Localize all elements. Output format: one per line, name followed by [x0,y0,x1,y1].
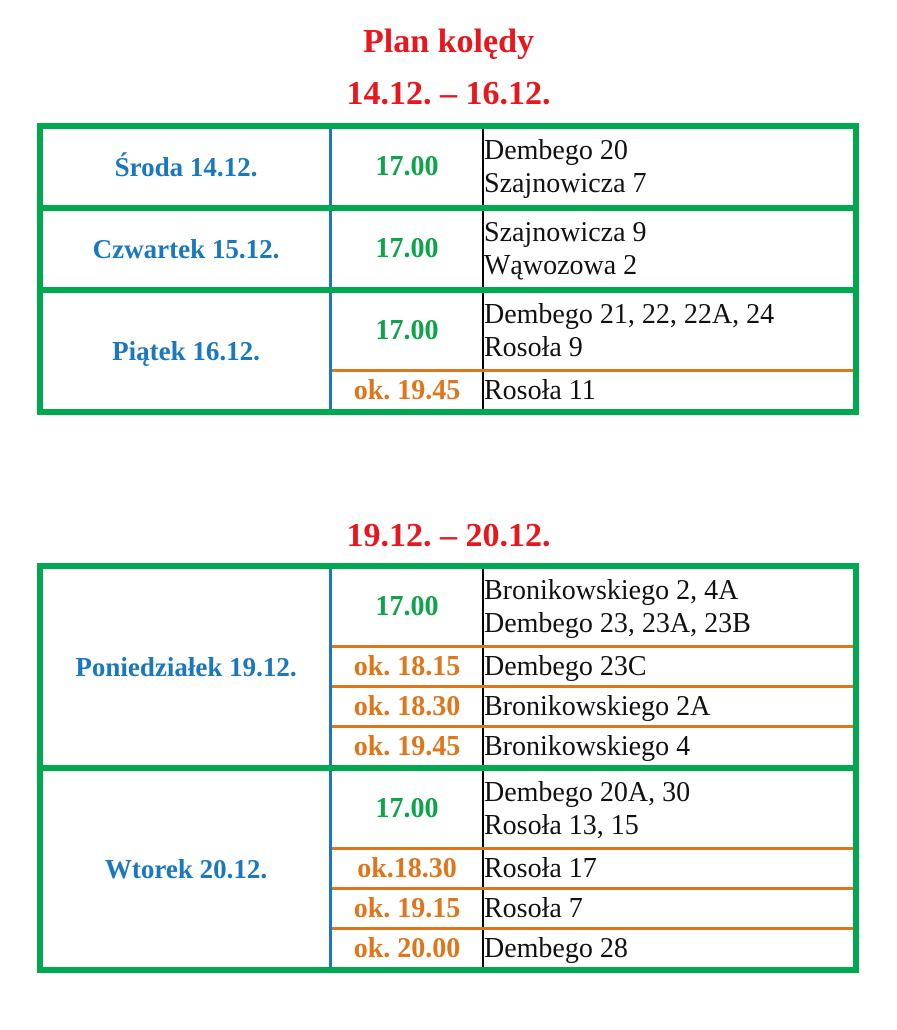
schedule-table [37,123,859,415]
schedule-row [40,566,856,647]
address: Szajnowicza 7 [484,168,647,199]
visit-time: 17.00 [331,290,484,371]
address-cell [483,371,856,413]
address: Dembego 21, 22, 22A, 24 [484,299,775,330]
visit-time: 17.00 [331,126,484,208]
address: Szajnowicza 9 [484,217,647,248]
address-cell [483,647,856,687]
address-cell [483,929,856,971]
visit-time: 17.00 [331,768,484,849]
address: Dembego 23C [484,651,647,682]
address-cell [483,208,856,290]
visit-time: 17.00 [331,566,484,647]
schedule-row [40,290,856,371]
day-label: Środa 14.12. [40,126,331,208]
visit-time: ok. 18.30 [331,687,484,727]
address: Rosoła 11 [484,375,596,406]
visit-time: ok. 19.15 [331,889,484,929]
visit-time: 17.00 [331,208,484,290]
address: Wąwozowa 2 [484,250,638,281]
address-cell [483,768,856,849]
address: Dembego 20 [484,135,628,166]
day-label: Wtorek 20.12. [40,768,331,970]
day-label: Poniedziałek 19.12. [40,566,331,768]
address: Dembego 20A, 30 [484,777,691,808]
address-cell [483,849,856,889]
address: Bronikowskiego 4 [484,731,691,762]
address-cell [483,889,856,929]
date-range-heading: 19.12. – 20.12. [346,517,551,554]
address: Bronikowskiego 2A [484,691,711,722]
address: Rosoła 17 [484,853,597,884]
visit-time: ok. 19.45 [331,727,484,769]
visit-time: ok. 19.45 [331,371,484,413]
page-title: Plan kolędy [363,23,534,60]
address: Rosoła 9 [484,332,583,363]
schedule-table [37,563,859,973]
visit-time: ok. 20.00 [331,929,484,971]
schedule-row [40,768,856,849]
address-cell [483,566,856,647]
address: Dembego 28 [484,933,628,964]
visit-time: ok.18.30 [331,849,484,889]
address-cell [483,687,856,727]
address-cell [483,126,856,208]
address: Rosoła 7 [484,893,583,924]
visit-time: ok. 18.15 [331,647,484,687]
address: Rosoła 13, 15 [484,810,639,841]
date-range-heading: 14.12. – 16.12. [346,75,551,112]
address-cell [483,727,856,769]
schedule-row [40,208,856,290]
schedule-row [40,126,856,208]
address-cell [483,290,856,371]
address: Bronikowskiego 2, 4A [484,575,739,606]
day-label: Piątek 16.12. [40,290,331,412]
address: Dembego 23, 23A, 23B [484,608,751,639]
day-label: Czwartek 15.12. [40,208,331,290]
